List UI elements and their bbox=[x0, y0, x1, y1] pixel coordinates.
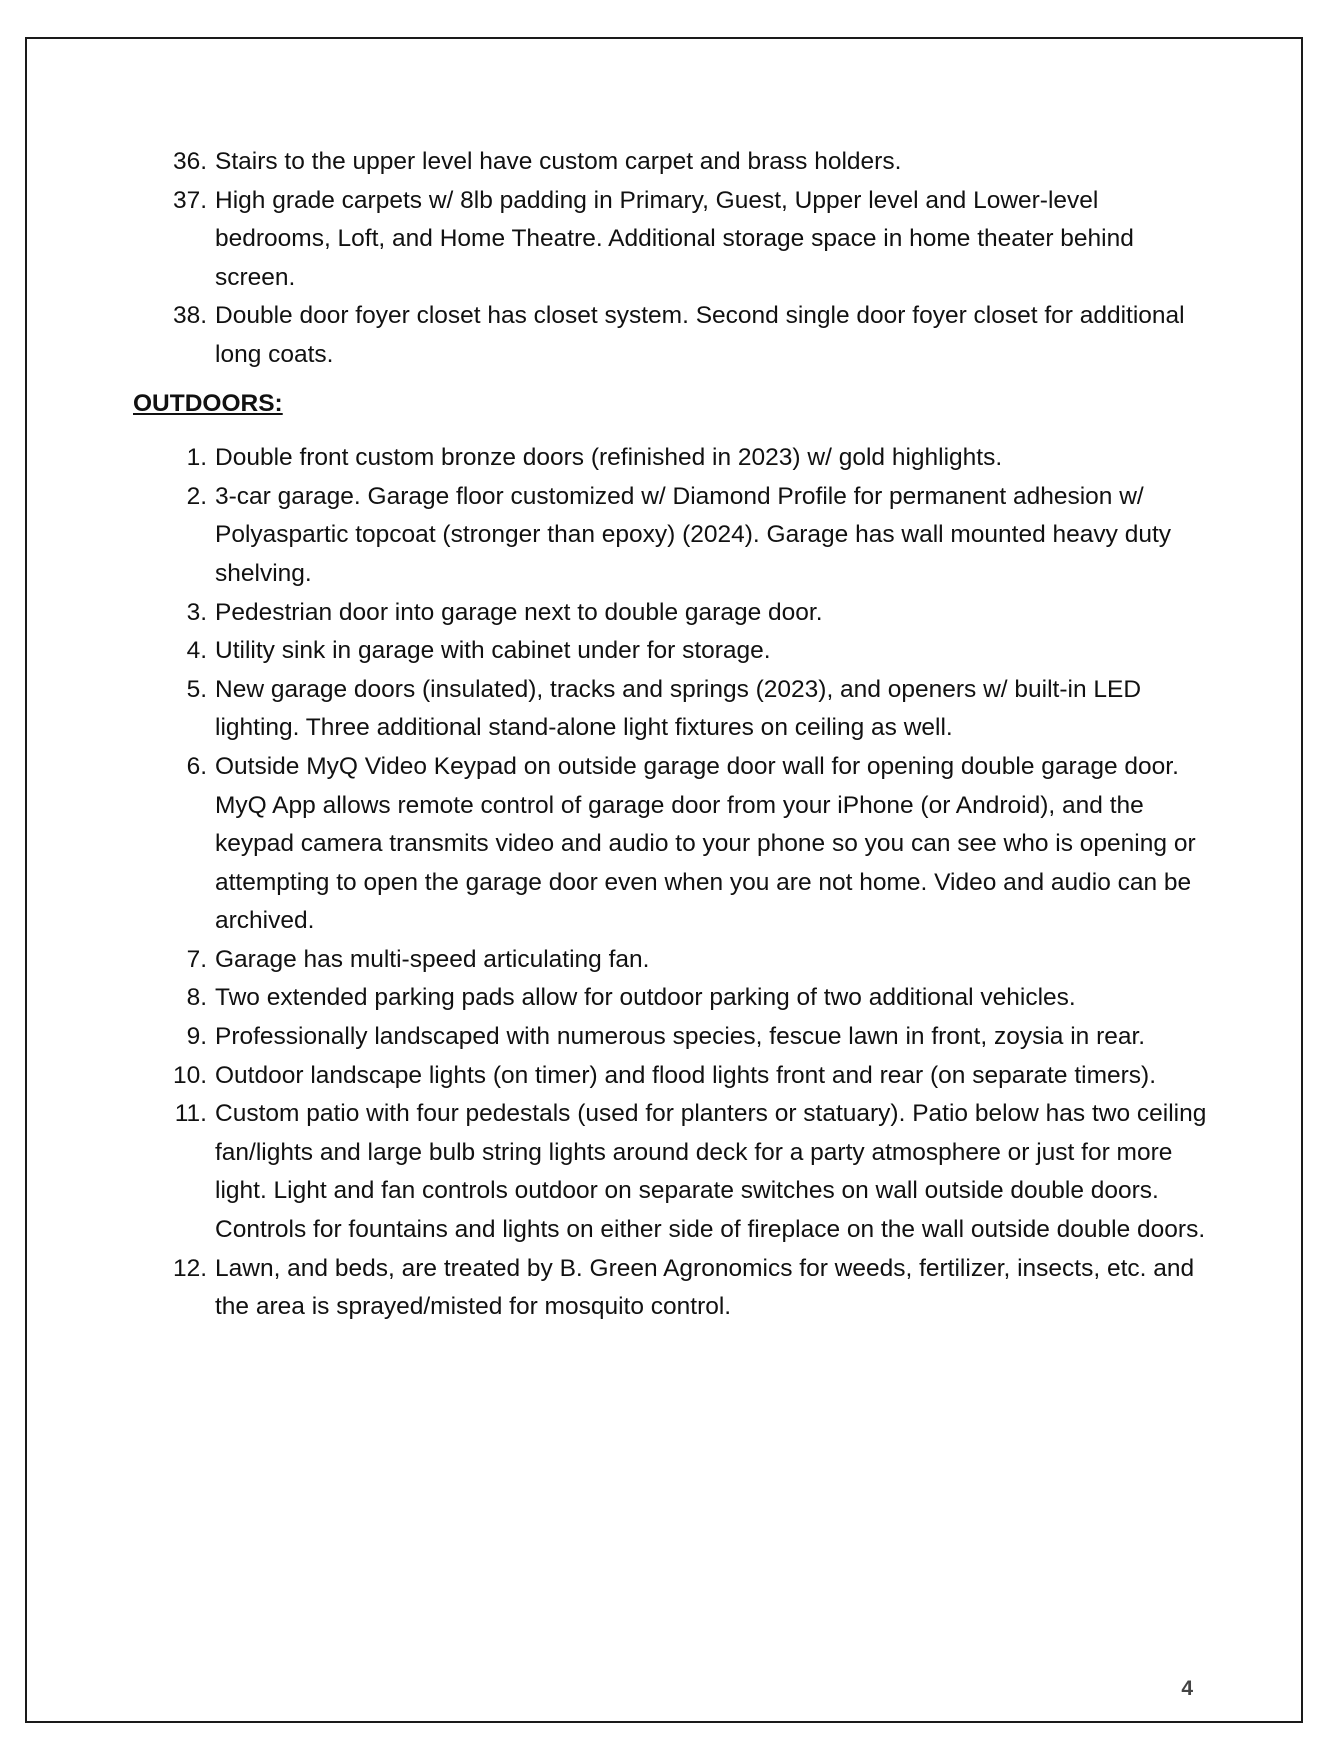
item-text: Professionally landscaped with numerous species, fescue lawn in front, zoysia in rear. bbox=[215, 1023, 1146, 1051]
item-number: 7. bbox=[186, 945, 207, 973]
item-number: 3. bbox=[186, 598, 207, 626]
list-item bbox=[133, 1018, 1213, 1057]
item-number: 1. bbox=[186, 444, 207, 472]
item-text: Custom patio with four pedestals (used for planters or statuary). Patio below has two ceiling fan/lights and large bulb string lights around deck for a party atmosphere or just for more light. Light and fan controls outdoor on separate switches on wall outside double doors. Controls for fountains and lights on either side of fireplace on the wall outside double doors. bbox=[215, 1100, 1207, 1244]
list-item bbox=[133, 439, 1213, 478]
list-item bbox=[133, 671, 1213, 748]
item-number: 12. bbox=[172, 1254, 207, 1282]
item-number: 6. bbox=[186, 752, 207, 780]
outdoor-features-list bbox=[133, 439, 1213, 1327]
item-text: Outside MyQ Video Keypad on outside garage door wall for opening double garage door. MyQ App allows remote control of garage door from your iPhone (or Android), and the keypad camera transmits video and audio to your phone so you can see who is opening or attempting to open the garage door even when you are not home. Video and audio can be archived. bbox=[215, 752, 1196, 935]
item-text: Stairs to the upper level have custom carpet and brass holders. bbox=[215, 148, 902, 175]
list-item bbox=[133, 748, 1213, 941]
item-text: 3-car garage. Garage floor customized w/ Diamond Profile for permanent adhesion w/ Polyaspartic topcoat (stronger than epoxy) (2024). Garage has wall mounted heavy duty shelving. bbox=[215, 482, 1172, 587]
item-text: Garage has multi-speed articulating fan. bbox=[215, 945, 650, 973]
item-text: Double front custom bronze doors (refinished in 2023) w/ gold highlights. bbox=[215, 444, 1003, 472]
item-text: Lawn, and beds, are treated by B. Green Agronomics for weeds, fertilizer, insects, etc. and the area is sprayed/misted for mosquito control. bbox=[215, 1254, 1195, 1321]
list-item bbox=[133, 632, 1213, 671]
indoor-features-list bbox=[133, 143, 1213, 375]
item-number: 38. bbox=[172, 302, 207, 330]
item-text: Double door foyer closet has closet system. Second single door foyer closet for additional long coats. bbox=[215, 302, 1185, 368]
item-number: 8. bbox=[186, 984, 207, 1012]
item-text: High grade carpets w/ 8lb padding in Primary, Guest, Upper level and Lower-level bedrooms, Loft, and Home Theatre. Additional storage space in home theater behind screen. bbox=[215, 186, 1134, 291]
item-number: 9. bbox=[186, 1023, 207, 1051]
list-item bbox=[133, 979, 1213, 1018]
item-number: 36. bbox=[172, 148, 207, 175]
list-item bbox=[133, 1095, 1213, 1249]
item-number: 11. bbox=[174, 1100, 207, 1128]
item-text: Two extended parking pads allow for outdoor parking of two additional vehicles. bbox=[215, 984, 1076, 1012]
list-item bbox=[133, 182, 1213, 298]
item-number: 37. bbox=[172, 186, 207, 214]
list-item bbox=[133, 941, 1213, 980]
item-number: 5. bbox=[186, 675, 207, 703]
list-item bbox=[133, 1250, 1213, 1327]
item-text: Outdoor landscape lights (on timer) and flood lights front and rear (on separate timers). bbox=[215, 1061, 1157, 1089]
list-item bbox=[133, 1057, 1213, 1096]
list-item bbox=[133, 143, 1213, 182]
outdoors-heading: OUTDOORS: bbox=[133, 389, 283, 417]
list-item bbox=[133, 594, 1213, 633]
document-body bbox=[133, 143, 1213, 1327]
item-number: 4. bbox=[186, 637, 207, 665]
item-text: Utility sink in garage with cabinet under for storage. bbox=[215, 637, 771, 665]
item-text: Pedestrian door into garage next to double garage door. bbox=[215, 598, 823, 626]
list-item bbox=[133, 478, 1213, 594]
item-number: 10. bbox=[172, 1061, 207, 1089]
item-text: New garage doors (insulated), tracks and springs (2023), and openers w/ built-in LED lighting. Three additional stand-alone light fixtures on ceiling as well. bbox=[215, 675, 1142, 742]
page-number: 4 bbox=[1181, 1677, 1193, 1700]
item-number: 2. bbox=[186, 482, 207, 510]
list-item bbox=[133, 297, 1213, 374]
